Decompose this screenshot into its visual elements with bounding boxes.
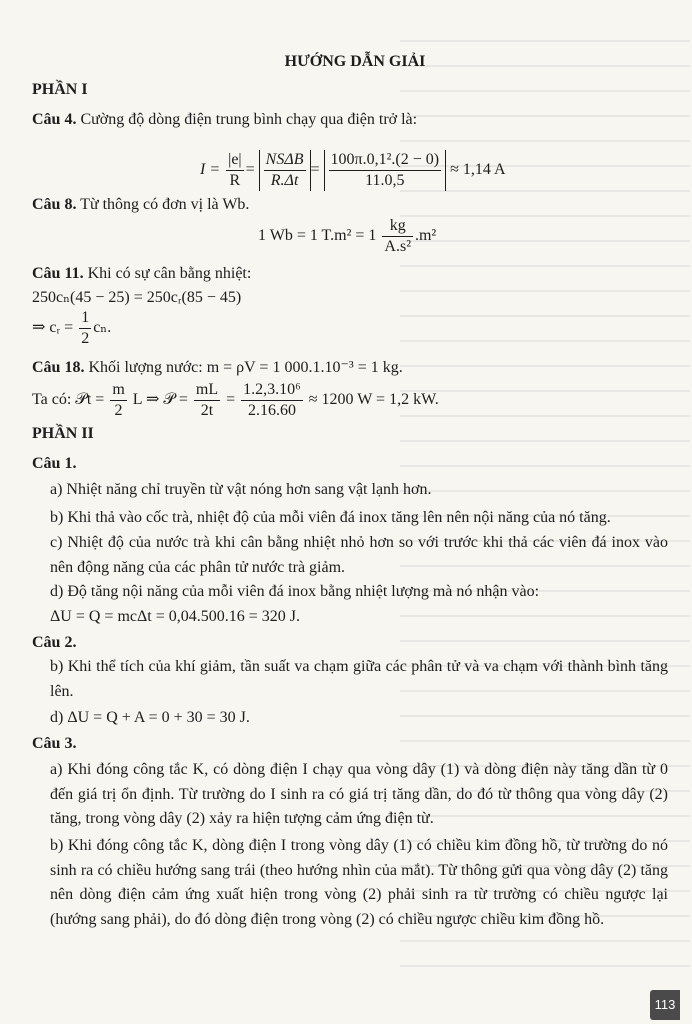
formula-den: 2t <box>200 402 214 419</box>
q4-formula: I = $\frac{|e|}{R}$ = $\frac{\text{NSΔB}}{R.\Delta t}$ = $\frac{\text{100π.0,1².(2 − 0)}}{11.0,5}$ ≈ 1,14 A <box>200 151 506 189</box>
q18-label: Câu 18. <box>32 359 85 376</box>
q11-eq2 <box>32 308 111 349</box>
formula-num: m <box>110 380 126 401</box>
q3-b: b) Khi đóng công tắc K, dòng điện I trong vòng dây (1) có chiều kim đồng hồ, từ trường do nó sinh ra có chiều hướng sang trái (theo hướng nhìn của mắt). Từ thông gửi qua vòng dây (2) tăng nên dòng điện cảm ứng xuất hiện trong vòng (2) phải sinh ra từ trường có chiều ngược lại (hướng sang phải), do đó dòng điện trong vòng (2) có chiều ngược chiều kim đồng hồ. <box>50 837 668 928</box>
formula-num: 1.2,3.10⁶ <box>241 380 303 401</box>
formula-result: ≈ 1,14 A <box>450 161 506 179</box>
formula-den: 2.16.60 <box>247 402 296 419</box>
formula-num: NSΔB <box>264 150 306 171</box>
formula-den: 2 <box>81 330 90 347</box>
formula-part: I = <box>200 161 221 179</box>
formula-part: Ta có: 𝒫t = <box>32 391 105 409</box>
part1-heading: PHẦN I <box>32 81 88 98</box>
q11-label: Câu 11. <box>32 265 84 282</box>
formula-num: 1 <box>79 308 91 329</box>
formula-den: 2 <box>114 402 123 419</box>
q1-label: Câu 1. <box>32 455 77 472</box>
formula-num: kg <box>382 216 413 237</box>
q4 <box>32 108 668 133</box>
q2-b: b) Khi thể tích của khí giảm, tần suất va chạm giữa các phân tử và va chạm với thành bình tăng lên. <box>50 658 668 700</box>
formula-part: ⇒ cᵣ = <box>32 319 74 337</box>
page-number: 113 <box>650 990 680 1020</box>
q18-text: Khối lượng nước: m = ρV = 1 000.1.10⁻³ = 1 kg. <box>84 359 403 376</box>
q8 <box>32 193 668 218</box>
formula-part: .m² <box>414 227 437 245</box>
formula-den: R.Δt <box>270 172 299 189</box>
q1-a: a) Nhiệt năng chỉ truyền từ vật nóng hơn sang vật lạnh hơn. <box>50 481 432 498</box>
q8-formula <box>258 216 436 257</box>
q1-d: d) Độ tăng nội năng của mỗi viên đá inox bằng nhiệt lượng mà nó nhận vào: <box>50 583 540 600</box>
q11 <box>32 262 668 287</box>
q3-label: Câu 3. <box>32 735 77 752</box>
q3-a: a) Khi đóng công tắc K, có dòng điện I chạy qua vòng dây (1) và dòng điện này tăng dần từ 0 đến giá trị ổn định. Từ trường do I sinh ra có giá trị tăng dần, do đó từ thông qua vòng dây (2) tăng, trong vòng dây (2) xảy ra hiện tượng cảm ứng điện từ. <box>50 761 668 827</box>
q1-d-eq: ΔU = Q = mcΔt = 0,04.500.16 = 320 J. <box>50 608 300 625</box>
formula-part: L ⇒ 𝒫 = <box>132 391 188 409</box>
q8-text: Từ thông có đơn vị là Wb. <box>76 196 250 213</box>
formula-den: R <box>229 172 241 189</box>
page-title: HƯỚNG DẪN GIẢI <box>284 53 426 70</box>
q4-text: Cường độ dòng điện trung bình chạy qua điện trở là: <box>76 111 418 128</box>
q11-eq1: 250cₙ(45 − 25) = 250cᵣ(85 − 45) <box>32 289 242 306</box>
q1-c: c) Nhiệt độ của nước trà khi cân bằng nhiệt nhỏ hơn so với trước khi thả các viên đá inox vào nên động năng của các phân tử nước trà giảm. <box>50 534 668 576</box>
q11-text: Khi có sự cân bằng nhiệt: <box>83 265 252 282</box>
formula-den: 11.0,5 <box>365 172 405 189</box>
formula-result: ≈ 1200 W = 1,2 kW. <box>308 391 439 409</box>
q4-label: Câu 4. <box>32 111 77 128</box>
formula-part: = <box>226 391 236 409</box>
formula-den: A.s² <box>384 238 411 255</box>
part2-heading: PHẦN II <box>32 425 94 442</box>
q2-label: Câu 2. <box>32 634 77 651</box>
q2-d: d) ΔU = Q + A = 0 + 30 = 30 J. <box>50 709 250 726</box>
formula-num: 100π.0,1².(2 − 0) <box>329 150 442 171</box>
formula-num: mL <box>194 380 220 401</box>
q8-label: Câu 8. <box>32 196 77 213</box>
q18-formula <box>32 380 439 421</box>
formula-part: 1 Wb = 1 T.m² = 1 <box>258 227 377 245</box>
formula-part: cₙ. <box>93 319 112 337</box>
q18 <box>32 356 668 381</box>
q1-b: b) Khi thả vào cốc trà, nhiệt độ của mỗi viên đá inox tăng lên nên nội năng của nó tăng. <box>50 509 611 526</box>
formula-num: |e| <box>226 150 244 171</box>
